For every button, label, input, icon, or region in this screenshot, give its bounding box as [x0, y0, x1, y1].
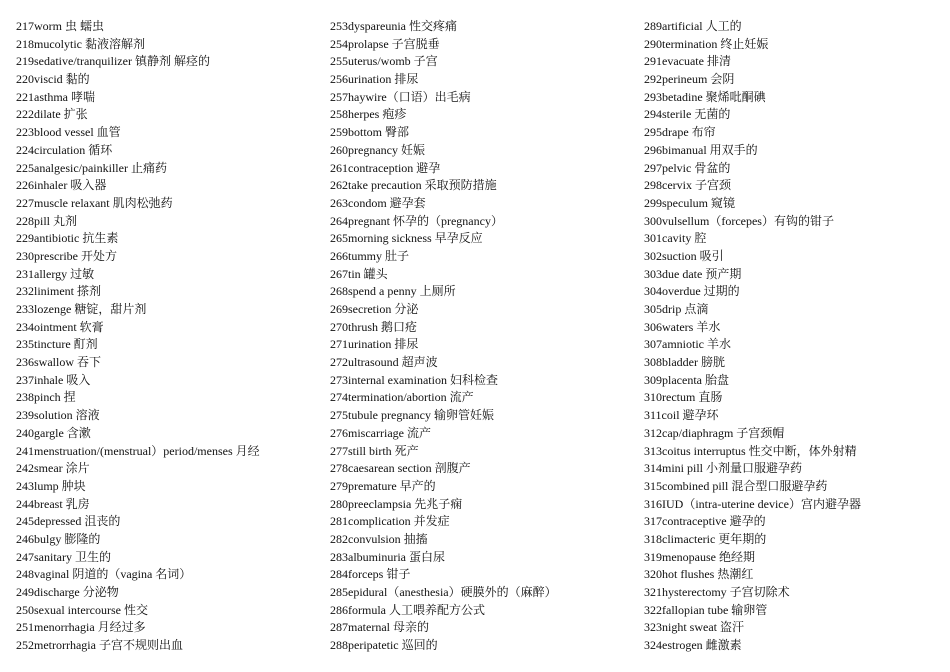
vocab-entry: 322fallopian tube 输卵管 — [644, 602, 768, 617]
vocab-entry: 296bimanual 用双手的 — [644, 142, 758, 157]
vocab-entry: 281complication 并发症 — [330, 514, 450, 529]
vocab-entry: 251menorrhagia 月经过多 — [16, 620, 146, 635]
vocab-entry: 225analgesic/painkiller 止痛药 — [16, 160, 167, 175]
vocab-column-1 — [16, 18, 321, 655]
vocab-entry: 222dilate 扩张 — [16, 107, 88, 122]
vocab-entry: 318climacteric 更年期的 — [644, 531, 767, 546]
vocab-entry: 286formula 人工喂养配方公式 — [330, 602, 485, 617]
vocab-entry: 245depressed 沮丧的 — [16, 514, 121, 529]
vocab-entry: 309placenta 胎盘 — [644, 372, 729, 387]
vocab-entry: 220viscid 黏的 — [16, 72, 90, 87]
vocab-entry: 236swallow 吞下 — [16, 355, 101, 370]
vocab-entry: 265morning sickness 早孕反应 — [330, 231, 483, 246]
vocab-entry: 264pregnant 怀孕的（pregnancy） — [330, 213, 503, 228]
vocab-entry: 230prescribe 开处方 — [16, 248, 117, 263]
vocab-entry: 289artificial 人工的 — [644, 19, 742, 33]
vocab-entry: 244breast 乳房 — [16, 496, 90, 511]
vocab-entry: 260pregnancy 妊娠 — [330, 142, 425, 157]
vocab-entry: 298cervix 子宫颈 — [644, 178, 731, 193]
vocab-entry: 267tin 罐头 — [330, 266, 388, 281]
vocab-entry: 241menstruation/(menstrual）period/menses 月经 — [16, 443, 260, 458]
vocab-entry: 261contraception 避孕 — [330, 160, 441, 175]
vocab-entry: 290termination 终止妊娠 — [644, 36, 769, 51]
vocab-entry: 268spend a penny 上厕所 — [330, 284, 456, 299]
vocab-entry: 235tincture 酊剂 — [16, 337, 98, 352]
vocab-entry: 252metrorrhagia 子宫不规则出血 — [16, 638, 183, 653]
vocab-entry: 257haywire（口语）出毛病 — [330, 89, 471, 104]
vocab-entry: 295drape 布帘 — [644, 125, 716, 140]
vocab-entry: 274termination/abortion 流产 — [330, 390, 474, 405]
vocab-entry: 300vulsellum（forcepes）有钩的钳子 — [644, 213, 834, 228]
vocab-entry: 226inhaler 吸入器 — [16, 178, 107, 193]
vocab-entry: 223blood vessel 血管 — [16, 125, 121, 140]
vocab-entry: 269secretion 分泌 — [330, 302, 419, 316]
vocab-entry: 319menopause 绝经期 — [644, 549, 755, 564]
vocab-entry: 310rectum 直肠 — [644, 390, 723, 405]
vocab-entry: 238pinch 捏 — [16, 390, 76, 405]
vocab-entry: 288peripatetic 巡回的 — [330, 638, 438, 653]
vocab-entry: 294sterile 无菌的 — [644, 107, 731, 122]
vocab-entry: 237inhale 吸入 — [16, 372, 91, 387]
vocab-entry: 258herpes 疱疹 — [330, 107, 407, 122]
vocab-entry: 275tubule pregnancy 输卵管妊娠 — [330, 408, 494, 423]
vocab-entry: 232liniment 搽剂 — [16, 284, 101, 299]
vocab-entry: 301cavity 腔 — [644, 231, 707, 246]
vocab-entry: 263condom 避孕套 — [330, 195, 426, 210]
vocab-entry: 259bottom 臀部 — [330, 125, 410, 140]
vocab-entry: 249discharge 分泌物 — [16, 585, 119, 599]
vocab-entry: 306waters 羊水 — [644, 319, 721, 334]
vocab-entry: 227muscle relaxant 肌肉松弛药 — [16, 195, 173, 210]
vocab-entry: 320hot flushes 热潮红 — [644, 567, 754, 582]
vocab-entry: 297pelvic 骨盆的 — [644, 160, 731, 175]
vocab-entry: 250sexual intercourse 性交 — [16, 602, 148, 617]
vocab-entry: 314mini pill 小剂量口服避孕药 — [644, 461, 803, 476]
vocab-entry: 272ultrasound 超声波 — [330, 355, 438, 370]
vocab-entry: 234ointment 软膏 — [16, 319, 104, 334]
vocab-entry: 224circulation 循环 — [16, 142, 113, 157]
vocab-entry: 303due date 预产期 — [644, 266, 742, 281]
vocab-entry: 254prolapse 子宫脱垂 — [330, 36, 440, 51]
vocab-entry: 242smear 涂片 — [16, 461, 90, 476]
vocab-entry: 233lozenge 糖锭，甜片剂 — [16, 302, 147, 316]
vocab-entry: 278caesarean section 剖腹产 — [330, 461, 471, 476]
vocab-column-3 — [644, 18, 949, 655]
vocab-entry: 315combined pill 混合型口服避孕药 — [644, 478, 828, 493]
vocab-entry: 256urination 排尿 — [330, 72, 419, 87]
vocab-entry: 307amniotic 羊水 — [644, 337, 731, 352]
vocab-entry: 313coitus interruptus 性交中断，体外射精 — [644, 443, 857, 458]
vocab-entry: 221asthma 哮喘 — [16, 89, 95, 104]
vocab-entry: 266tummy 肚子 — [330, 248, 410, 263]
vocab-entry: 271urination 排尿 — [330, 337, 419, 352]
vocab-entry: 239solution 溶液 — [16, 408, 100, 423]
vocab-entry: 218mucolytic 黏液溶解剂 — [16, 36, 145, 51]
vocab-entry: 308bladder 膀胱 — [644, 355, 725, 370]
vocab-entry: 248vaginal 阴道的（vagina 名词） — [16, 567, 192, 582]
vocab-entry: 253dyspareunia 性交疼痛 — [330, 19, 457, 33]
vocab-entry: 317contraceptive 避孕的 — [644, 514, 766, 529]
vocab-entry: 247sanitary 卫生的 — [16, 549, 111, 564]
vocab-entry: 305drip 点滴 — [644, 302, 709, 316]
vocab-entry: 270thrush 鹅口疮 — [330, 319, 418, 334]
vocab-entry: 280preeclampsia 先兆子痫 — [330, 496, 463, 511]
vocab-entry: 240gargle 含漱 — [16, 425, 91, 440]
vocab-entry: 312cap/diaphragm 子宫颈帽 — [644, 425, 785, 440]
vocab-entry: 229antibiotic 抗生素 — [16, 231, 119, 246]
vocab-entry: 231allergy 过敏 — [16, 266, 95, 281]
vocab-entry: 282convulsion 抽搐 — [330, 531, 428, 546]
vocab-entry: 284forceps 钳子 — [330, 567, 411, 582]
vocab-entry: 291evacuate 排清 — [644, 54, 731, 69]
vocab-entry: 279premature 早产的 — [330, 478, 436, 493]
vocab-entry: 292perineum 会阴 — [644, 72, 735, 87]
vocab-entry: 321hysterectomy 子宫切除术 — [644, 585, 790, 599]
vocab-entry: 324estrogen 雌激素 — [644, 638, 742, 653]
vocab-entry: 302suction 吸引 — [644, 248, 724, 263]
vocab-entry: 246bulgy 膨隆的 — [16, 531, 101, 546]
vocab-entry: 262take precaution 采取预防措施 — [330, 178, 497, 193]
vocab-entry: 243lump 肿块 — [16, 478, 86, 493]
vocab-entry: 304overdue 过期的 — [644, 284, 740, 299]
vocab-entry: 273internal examination 妇科检查 — [330, 372, 498, 387]
vocab-entry: 277still birth 死产 — [330, 443, 419, 458]
vocab-entry: 228pill 丸剂 — [16, 213, 78, 228]
vocab-entry: 255uterus/womb 子宫 — [330, 54, 438, 69]
vocab-entry: 316IUD（intra-uterine device）宫内避孕器 — [644, 496, 861, 511]
vocab-entry: 287maternal 母亲的 — [330, 620, 429, 635]
vocab-entry: 219sedative/tranquilizer 镇静剂 解痉的 — [16, 54, 210, 69]
vocab-entry: 299speculum 窥镜 — [644, 195, 735, 210]
vocab-column-2 — [330, 18, 635, 655]
vocab-entry: 311coil 避孕环 — [644, 408, 719, 423]
vocab-entry: 217worm 虫 蠕虫 — [16, 19, 104, 33]
vocab-entry: 293betadine 聚烯吡酮碘 — [644, 89, 766, 104]
vocab-entry: 276miscarriage 流产 — [330, 425, 431, 440]
vocab-entry: 285epidural（anesthesia）硬膜外的（麻醉） — [330, 585, 557, 599]
vocab-entry: 323night sweat 盗汗 — [644, 620, 744, 635]
vocab-entry: 283albuminuria 蛋白尿 — [330, 549, 445, 564]
